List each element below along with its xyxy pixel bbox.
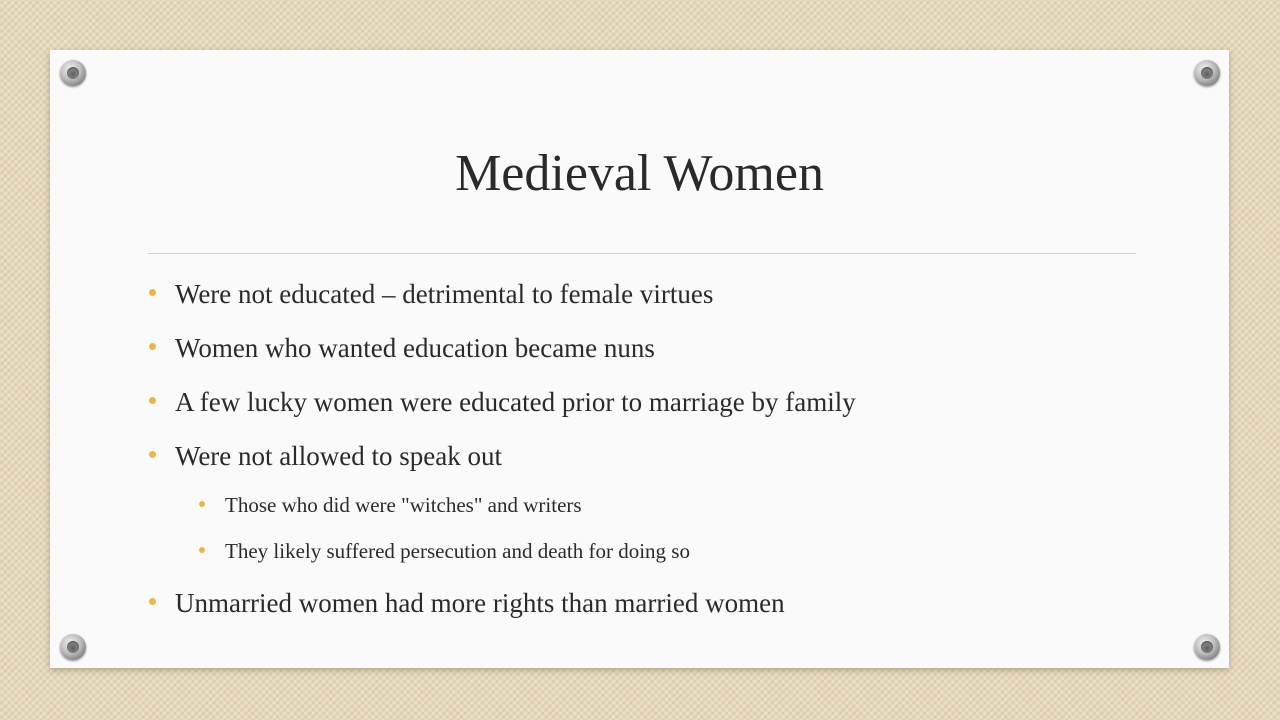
title-divider bbox=[148, 253, 1136, 254]
grommet-top-left-icon bbox=[60, 60, 86, 86]
bullet-text: Women who wanted education became nuns bbox=[175, 333, 655, 363]
grommet-top-right-icon bbox=[1194, 60, 1220, 86]
grommet-bottom-right-icon bbox=[1194, 634, 1220, 660]
bullet-text: A few lucky women were educated prior to marriage by family bbox=[175, 387, 856, 417]
bullet-dot-icon bbox=[149, 451, 156, 458]
bullet-dot-icon bbox=[149, 397, 156, 404]
grommet-bottom-left-icon bbox=[60, 634, 86, 660]
sub-bullet-text: They likely suffered persecution and death for doing so bbox=[225, 539, 690, 563]
sub-bullet-dot-icon bbox=[199, 547, 205, 553]
bullet-dot-icon bbox=[149, 289, 156, 296]
sub-bullet-text: Those who did were "witches" and writers bbox=[225, 493, 582, 517]
slide-title: Medieval Women bbox=[455, 145, 824, 202]
bullet-dot-icon bbox=[149, 343, 156, 350]
slide-card bbox=[50, 50, 1229, 668]
sub-bullet-dot-icon bbox=[199, 501, 205, 507]
bullet-text: Were not allowed to speak out bbox=[175, 441, 502, 471]
bullet-text: Unmarried women had more rights than married women bbox=[175, 588, 785, 618]
bullet-dot-icon bbox=[149, 598, 156, 605]
bullet-text: Were not educated – detrimental to female virtues bbox=[175, 279, 714, 309]
